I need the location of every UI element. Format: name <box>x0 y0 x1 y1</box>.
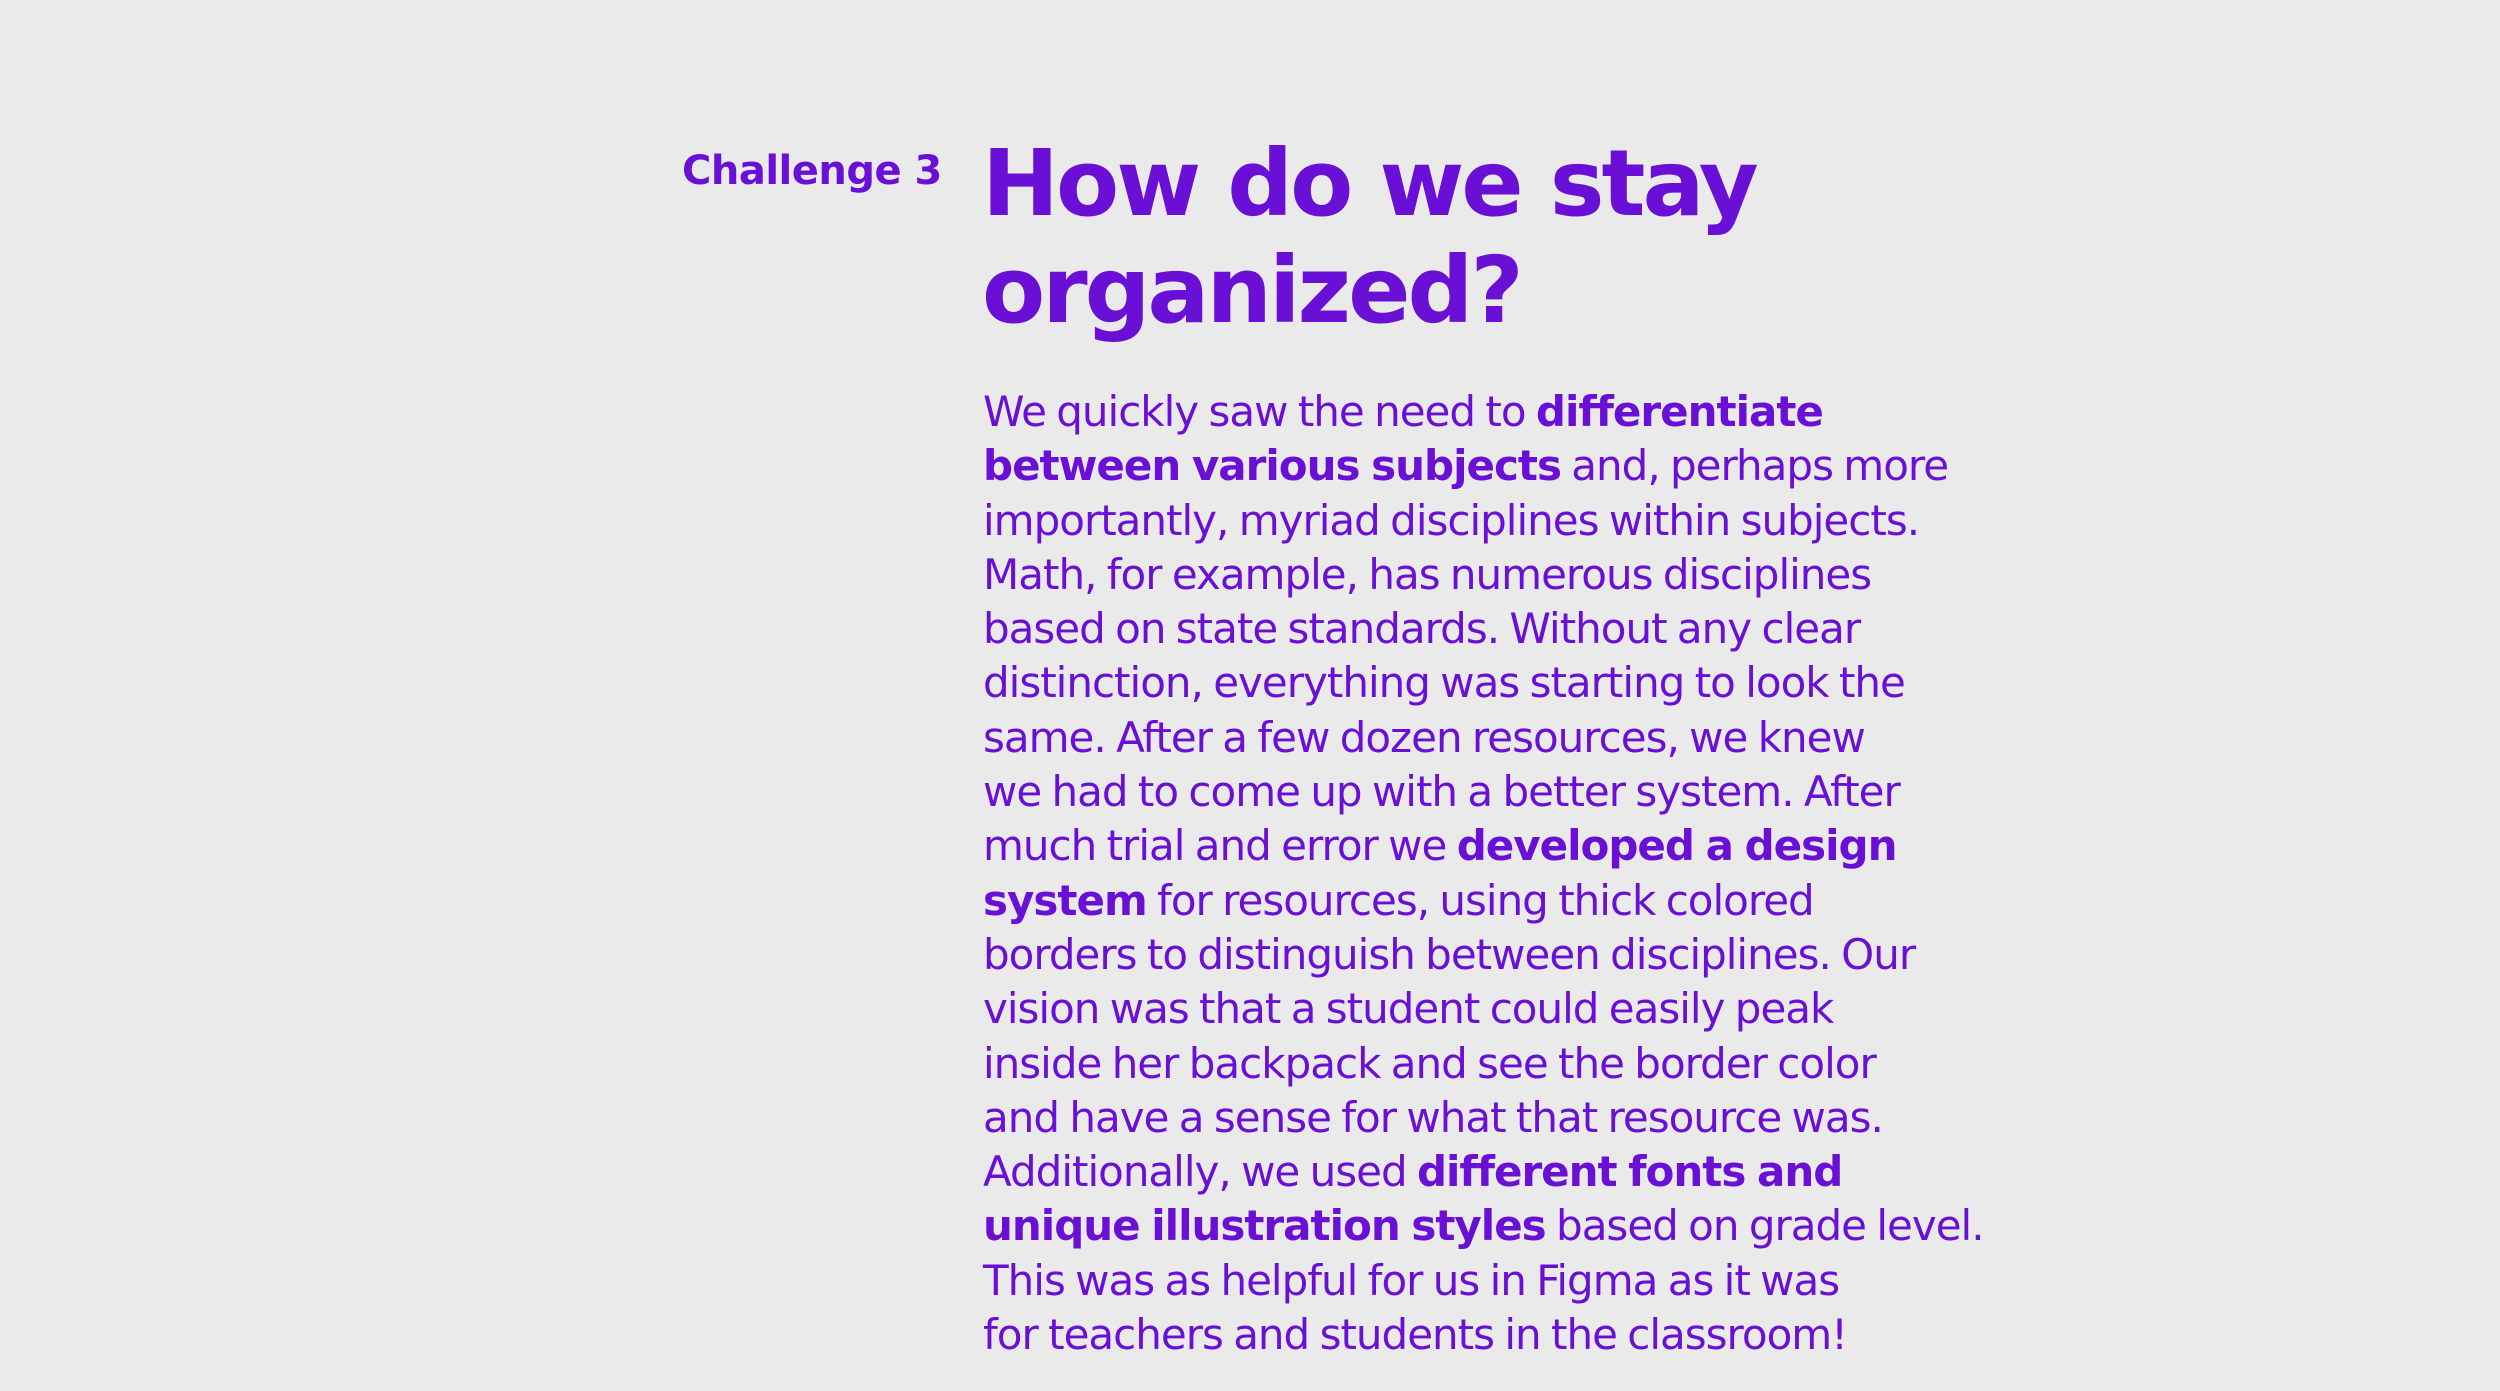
emphasized-text: developed a design <box>1456 821 1897 871</box>
body-line <box>983 711 1963 765</box>
body-line <box>983 765 1963 819</box>
body-line <box>983 1037 1963 1091</box>
body-text-segment: we had to come up with a better system. After <box>983 767 1900 817</box>
body-text-segment: vision was that a student could easily peak <box>983 984 1834 1034</box>
body-text-segment: same. After a few dozen resources, we knew <box>983 712 1865 762</box>
body-line <box>983 874 1963 928</box>
body-line <box>983 1254 1963 1308</box>
emphasized-text: unique illustration styles <box>983 1201 1546 1251</box>
body-line <box>983 385 1963 439</box>
body-line <box>983 819 1963 873</box>
body-text-segment: for resources, using thick colored <box>1146 875 1814 925</box>
emphasized-text: system <box>983 875 1147 925</box>
title-line: organized? <box>982 237 1521 344</box>
title-line: How do we stay <box>982 130 1756 237</box>
page-title <box>982 130 1982 344</box>
body-text-segment: importantly, myriad disciplines within subjects. <box>983 495 1920 545</box>
emphasized-text: differentiate <box>1535 387 1823 436</box>
emphasized-text: between various subjects <box>983 441 1561 491</box>
body-text-segment: inside her backpack and see the border color <box>983 1038 1876 1088</box>
challenge-label: Challenge 3 <box>682 148 942 194</box>
body-text-segment: We quickly saw the need to <box>983 387 1536 436</box>
body-text-segment: This was as helpful for us in Figma as it was <box>983 1255 1840 1305</box>
body-text-segment: for teachers and students in the classroom! <box>983 1310 1848 1360</box>
body-line <box>983 1199 1984 1253</box>
body-paragraph <box>983 385 1984 1362</box>
body-text-segment: Additionally, we used <box>983 1147 1417 1197</box>
body-text-segment: much trial and error we <box>983 821 1457 871</box>
body-line <box>983 1308 1963 1362</box>
body-text-segment: and, perhaps more <box>1560 441 1949 491</box>
body-text-segment: and have a sense for what that resource was. <box>983 1092 1883 1142</box>
body-line <box>983 982 1963 1036</box>
body-line <box>983 656 1963 710</box>
body-text-segment: based on state standards. Without any clear <box>983 604 1861 654</box>
body-line <box>983 1145 1963 1199</box>
body-line <box>983 602 1963 656</box>
body-line <box>983 494 1963 548</box>
emphasized-text: different fonts and <box>1416 1147 1843 1197</box>
body-line <box>983 548 1963 602</box>
body-text-segment: borders to distinguish between disciplines. Our <box>983 929 1916 979</box>
body-text-segment: based on grade level. <box>1545 1201 1984 1251</box>
body-text-segment: Math, for example, has numerous disciplines <box>983 549 1872 599</box>
body-line <box>983 928 1963 982</box>
body-text-segment: distinction, everything was starting to look the <box>983 658 1905 708</box>
body-line <box>983 439 1963 493</box>
body-line <box>983 1091 1963 1145</box>
